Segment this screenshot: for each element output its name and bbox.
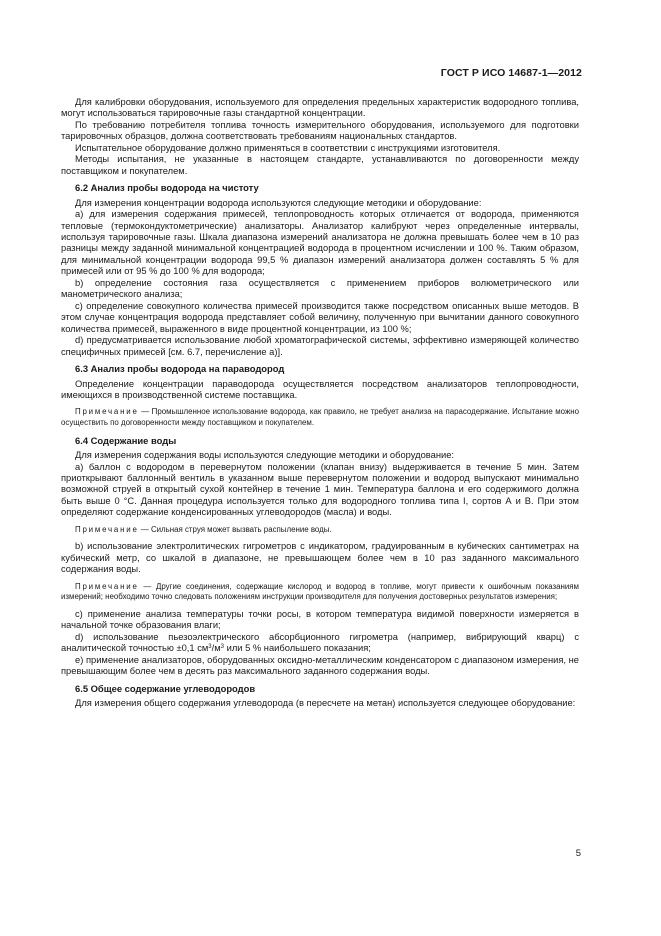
- list-item-a: а) для измерения содержания примесей, теплопроводность которых отличается от водорода, применяются тепловые (термокондуктометрические) анализаторы. Анализатор калибруют через определенные интервалы, используя тарировочные газы. Шкала диапазона измерений анализатора не должна превышать более чем в 10 раз разницы между заданной минимальной концентрацией водорода в процентном исчислении и 100 %. Таким образом, для минимальной концентрации водорода 99,5 % диапазон измерений анализатора должен составлять 5 % для примесей или от 95 % до 100 % для водорода;: [61, 209, 579, 277]
- page-number: 5: [575, 848, 581, 859]
- list-item-c: c) определение совокупного количества примесей производится также посредством описанных выше методов. В этом случае концентрация водорода представляет собой величину, полученную при вычитании данного совокупного количества примесей, выраженного в виде процентной концентрации, из 100 %;: [61, 300, 579, 334]
- paragraph: Для измерения концентрации водорода используются следующие методики и оборудование:: [75, 197, 482, 208]
- superscript: 3: [208, 644, 212, 651]
- note-text: — Сильная струя может вызвать распыление воды.: [138, 524, 332, 534]
- text-run: d) использование пьезоэлектрического абсорбционного гигрометра (например, вибрирующий кварц) с аналитической точностью ±0,1 см: [61, 631, 579, 654]
- list-item-d: d) предусматривается использование любой хроматографической системы, эффективно измеряющей количество специфичных примесей [см. 6.7, перечисление а)].: [61, 335, 579, 357]
- section-heading-6-2: 6.2 Анализ пробы водорода на чистоту: [75, 182, 259, 194]
- note: [61, 582, 579, 603]
- paragraph: Для измерения общего содержания углеводорода (в пересчете на метан) используется следующее оборудование:: [75, 698, 576, 709]
- superscript: 3: [220, 644, 225, 651]
- note-label: Примечание: [75, 524, 139, 534]
- list-item-b: b) определение состояния газа осуществляется с применением приборов волюметрического или манометрического анализа;: [61, 277, 579, 300]
- note: [61, 525, 579, 536]
- section-heading-6-3: 6.3 Анализ пробы водорода на параводород: [75, 363, 285, 375]
- section-heading-6-5: 6.5 Общее содержание углеводородов: [75, 682, 256, 694]
- note: [61, 407, 579, 428]
- page-content: [61, 97, 579, 710]
- document-code: ГОСТ Р ИСО 14687-1—2012: [440, 67, 582, 79]
- note-text: — Другие соединения, содержащие кислород и водород в топливе, могут привести к ошибочным показаниям измерений; необходимо точно следовать положениям инструкции производителя для получения достоверных результатов измерения;: [61, 581, 579, 602]
- section-heading-6-4: 6.4 Содержание воды: [75, 434, 177, 446]
- list-item-a: а) баллон с водородом в перевернутом положении (клапан внизу) выдерживается в течение 5 мин. Затем приоткрывают баллонный вентиль в указанном выше перевернутом положении и водород выпускают минимально возможной струей в открытый сухой контейнер в течение 1 мин. Температура баллона и его содержимого должна быть выше 0 °С. Данная процедура используется только для водородного топлива типа I, сортов А и В. При этом определяют содержание конденсированных углеводородов (масла) и воды.: [61, 461, 579, 518]
- paragraph: Для измерения содержания воды используются следующие методики и оборудование:: [75, 450, 454, 461]
- note-label: Примечание: [75, 407, 139, 417]
- paragraph: Определение концентрации параводорода осуществляется посредством анализаторов теплопроводности, имеющихся в производственной системе поставщика.: [61, 378, 579, 400]
- note-text: — Промышленное использование водорода, как правило, не требует анализа на парасодержание. Испытание можно осуществить по договоренности между поставщиком и покупателем.: [61, 407, 579, 428]
- list-item-b: b) использование электролитических гигрометров с индикатором, градуированным в кубических сантиметрах на кубический метр, со шкалой в диапазоне, не превышающем более чем в 10 раз заданного максимального содержания воды.: [61, 541, 579, 575]
- paragraph: Методы испытания, не указанные в настоящем стандарте, устанавливаются по договоренности между поставщиком и покупателем.: [61, 154, 579, 176]
- list-item-d: [61, 632, 579, 655]
- note-label: Примечание: [75, 581, 139, 591]
- list-item-c: c) применение анализа температуры точки росы, в котором температура видимой поверхности измеряется в начальной точке образования влаги;: [61, 608, 579, 631]
- text-run: /м: [211, 643, 221, 654]
- text-run: или 5 % наибольшего показания;: [224, 643, 371, 654]
- paragraph: По требованию потребителя топлива точность измерительного оборудования, используемого для подготовки тарировочных образцов, должна соответствовать требованиям национальных стандартов.: [61, 119, 579, 142]
- paragraph: Для калибровки оборудования, используемого для определения предельных характеристик водородного топлива, могут использоваться тарировочные газы стандартной концентрации.: [61, 97, 579, 119]
- paragraph: Испытательное оборудование должно применяться в соответствии с инструкциями изготовителя.: [75, 142, 501, 153]
- list-item-e: e) применение анализаторов, оборудованных оксидно-металлическим конденсатором с диапазоном измерения, не превышающим более чем в десять раз максимального заданного содержания воды.: [61, 654, 579, 677]
